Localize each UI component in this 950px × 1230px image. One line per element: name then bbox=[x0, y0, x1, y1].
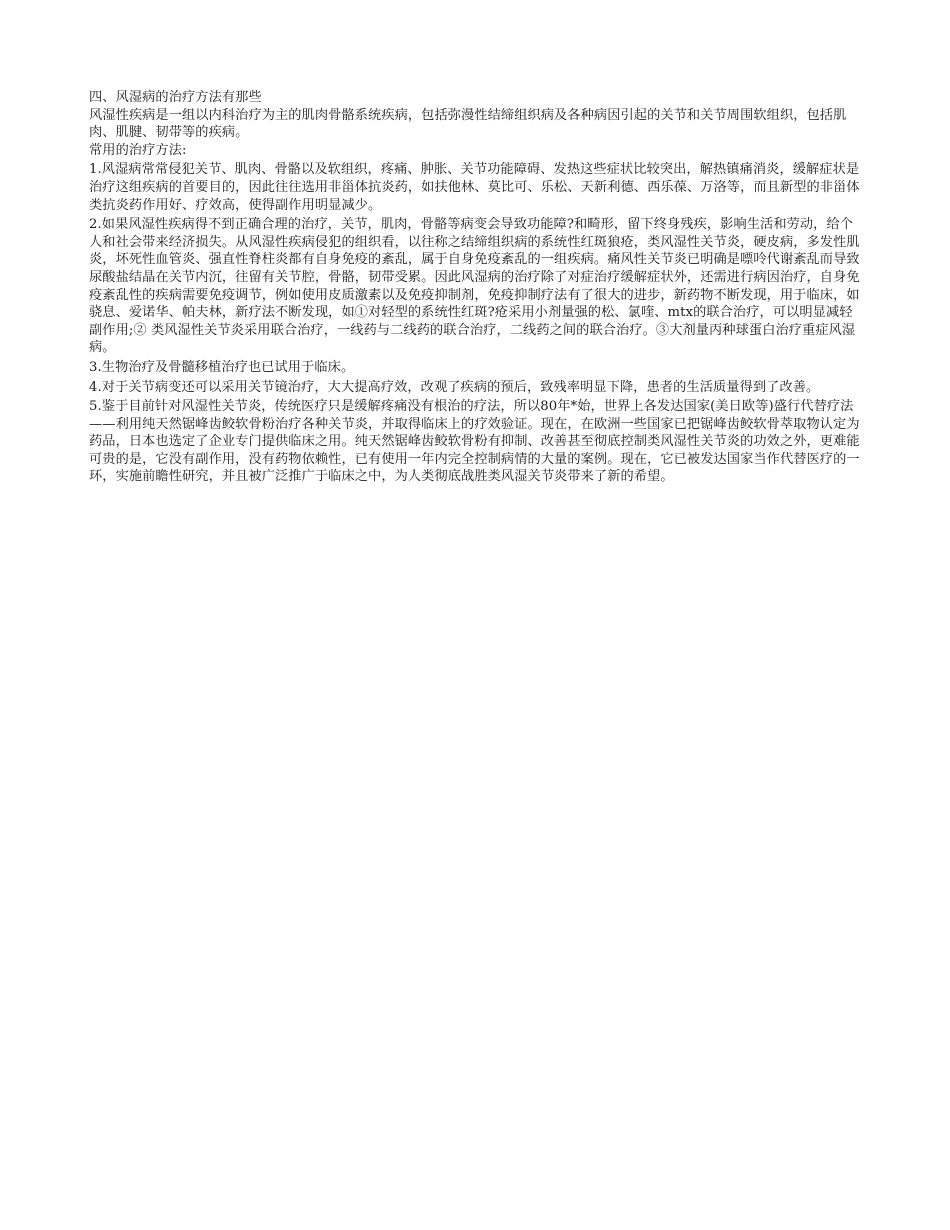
method-item-5: 5.鉴于目前针对风湿性关节炎，传统医疗只是缓解疼痛没有根治的疗法，所以80年*始，世界上各发达国家(美日欧等)盛行代替疗法——利用纯天然锯峰齿鲛软骨粉治疗各种关节炎，并取得临床上的疗效验证。现在，在欧洲一些国家已把锯峰齿鲛软骨萃取物认定为药品，日本也选定了企业专门提供临床之用。纯天然锯峰齿鲛软骨粉有抑制、改善甚至彻底控制类风湿性关节炎的功效之外，更难能可贵的是，它没有副作用，没有药物依赖性，已有使用一年内完全控制病情的大量的案例。现在，它已被发达国家当作代替医疗的一环，实施前瞻性研究，并且被广泛推广于临床之中，为人类彻底战胜类风湿关节炎带来了新的希望。 bbox=[89, 399, 860, 485]
document-body bbox=[89, 89, 861, 486]
methods-heading: 常用的治疗方法: bbox=[89, 142, 187, 158]
method-item-2: 2.如果风湿性疾病得不到正确合理的治疗，关节，肌肉，骨骼等病变会导致功能障?和畸形，留下终身残疾，影响生活和劳动，给个人和社会带来经济损失。从风湿性疾病侵犯的组织看，以往称之结缔组织病的系统性红斑狼疮，类风湿性关节炎，硬皮病，多发性肌炎，坏死性血管炎、强直性脊柱炎都有自身免疫的紊乱，属于自身免疫紊乱的一组疾病。痛风性关节炎已明确是嘌呤代谢紊乱而导致尿酸盐结晶在关节内沉，往留有关节腔，骨骼，韧带受累。因此风湿病的治疗除了对症治疗缓解症状外，还需进行病因治疗，自身免疫紊乱性的疾病需要免疫调节，例如使用皮质激素以及免疫抑制剂，免疫抑制疗法有了很大的进步，新药物不断发现，用于临床，如骁息、爱诺华、帕夫林，新疗法不断发现，如①对轻型的系统性红斑?疮采用小剂量强的松、氯喹、mtx的联合治疗，可以明显减轻副作用;② 类风湿性关节炎采用联合治疗，一线药与二线药的联合治疗，二线药之间的联合治疗。③大剂量丙种球蛋白治疗重症风湿病。 bbox=[89, 217, 860, 356]
method-item-4: 4.对于关节病变还可以采用关节镜治疗，大大提高疗效，改观了疾病的预后，致残率明显下降，患者的生活质量得到了改善。 bbox=[89, 379, 820, 395]
method-item-3: 3.生物治疗及骨髓移植治疗也已试用于临床。 bbox=[89, 359, 355, 375]
method-item-1: 1.风湿病常常侵犯关节、肌肉、骨骼以及软组织，疼痛、肿胀、关节功能障碍、发热这些症状比较突出，解热镇痛消炎，缓解症状是治疗这组疾病的首要目的，因此往往选用非甾体抗炎药，如扶他林、莫比可、乐松、天新利德、西乐葆、万洛等，而且新型的非甾体类抗炎药作用好、疗效高，使得副作用明显减少。 bbox=[89, 162, 860, 213]
intro-paragraph: 风湿性疾病是一组以内科治疗为主的肌肉骨骼系统疾病，包括弥漫性结缔组织病及各种病因引起的关节和关节周围软组织，包括肌肉、肌腱、韧带等的疾病。 bbox=[89, 107, 847, 141]
document-title: 四、风湿病的治疗方法有那些 bbox=[89, 90, 262, 105]
